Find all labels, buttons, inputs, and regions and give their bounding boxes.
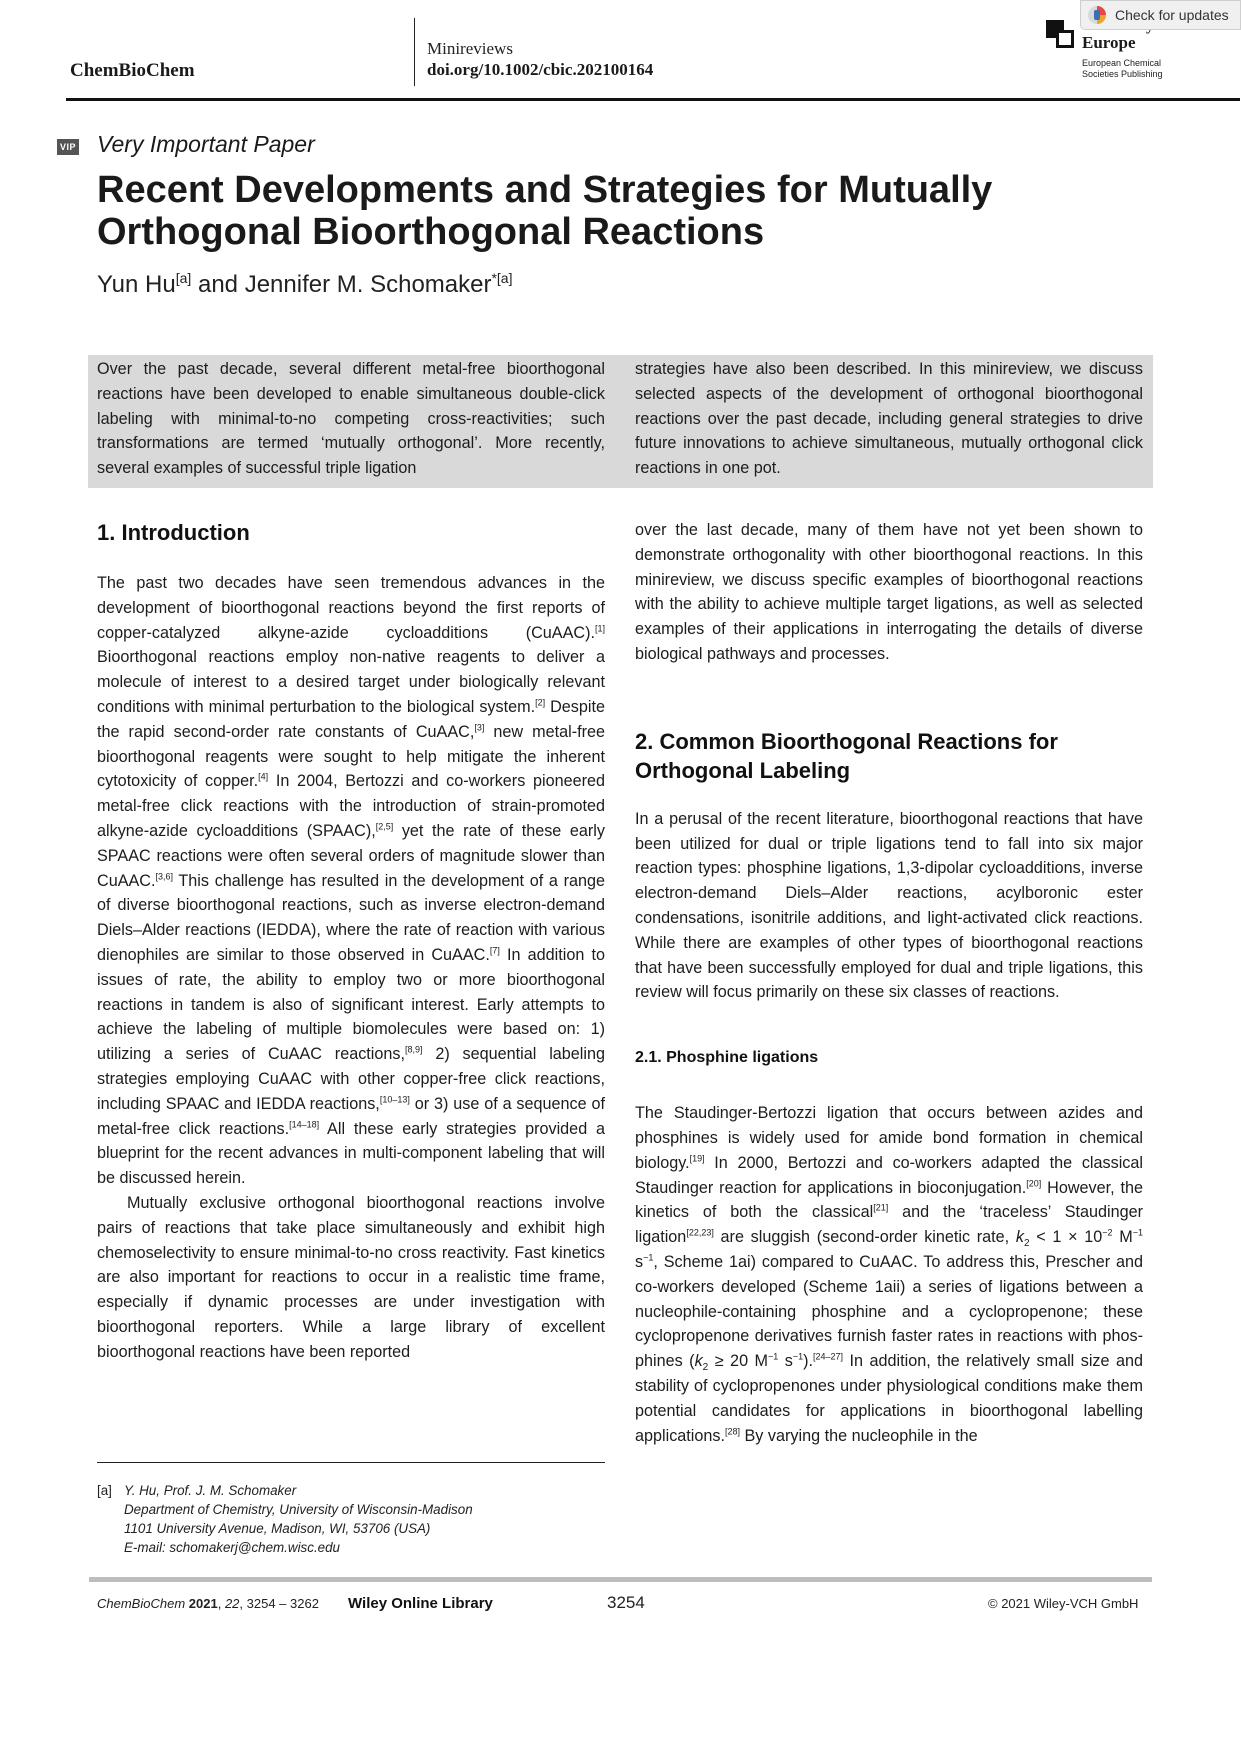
crossmark-icon	[1087, 5, 1107, 25]
abstract-left-column: Over the past decade, several different metal-free bioorthogonal reactions have been developed to enable simultaneous double-click labeling with minimal-to-no competing cross-reactivities; such transformations are termed ‘mutually orthogonal’. More recently, several examples of successful triple ligation	[97, 360, 605, 478]
paper-title: Recent Developments and Strategies for Mutually Orthogonal Bioorthogonal Reactions	[97, 169, 993, 253]
chemistry-europe-mark-icon	[1046, 20, 1076, 50]
wiley-online-library-link[interactable]: Wiley Online Library	[348, 1595, 493, 1612]
footnote-line: Y. Hu, Prof. J. M. Schomaker	[124, 1483, 297, 1498]
citation[interactable]: [22,23]	[686, 1227, 714, 1238]
logo-line-2: Europe	[1082, 33, 1136, 52]
author-list	[97, 270, 512, 299]
body-left-column	[97, 518, 605, 1365]
intro-paragraph-3: over the last decade, many of them have not yet been shown to demonstrate orthogonality with other bioorthogonal reactions. In this minireview, we discuss specific examples of bioorthogonal reactions with the ability to achieve multiple target ligations, as well as selected examples of their applications in interrogating the details of diverse biological pathways and processes.	[635, 521, 1143, 663]
citation[interactable]: [19]	[689, 1153, 705, 1164]
author-2[interactable]: Jennifer M. Schomaker	[244, 271, 492, 298]
section-2-paragraph-2: The Staudinger-Bertozzi ligation that occurs between azides and phosphines is widely used for amide bond formation in chemical biology.[19] In 2000, Bertozzi and co-workers adapted the classical Staudinger reaction for applications in bioconjugation.[20] However, the kinetics of both the classical[21] and the ‘traceless’ Staudinger ligation[22,23] are sluggish (second-order kinetic rate, $k_2 < 1 \times 10^{-2}$ $M^{-1}$ $s^{-1}$, Scheme 1ai) compared to CuAAC. To address this, Prescher and co-workers developed (Scheme 1aii) a series of ligations between a nucleophile-containing phosphine and a cyclopropenone; these cyclopropenone derivatives furnish faster rates in reactions with phosphines ($k_2 \ge 20$ $M^{-1}$ $s^{-1}).[24-27]$ In addition, the relatively small size and stability of cyclopropenones under physiological conditions make them potential candidates for applications in bioorthogonal labelling applications.[28] By varying the nucleophile in the	[635, 1104, 1144, 1445]
citation[interactable]: [28]	[725, 1426, 741, 1437]
author-1[interactable]: Yun Hu	[97, 271, 176, 298]
abstract-right-column: strategies have also been described. In this minireview, we discuss selected aspects of the development of orthogonal bioorthogonal reactions over the past decade, including general strategies to drive future innovations to achieve simultaneous, mutually orthogonal click reactions in one pot.	[635, 360, 1143, 478]
citation[interactable]: [3,6]	[155, 871, 173, 882]
section-2-heading: 2. Common Bioorthogonal Reactions for Orthogonal Labeling	[635, 728, 1058, 783]
footnote-line: Department of Chemistry, University of Wisconsin-Madison	[124, 1502, 473, 1517]
intro-paragraph-2: Mutually exclusive orthogonal bioorthogonal reactions involve pairs of reactions that take place simultaneously and exhibit high chemoselectivity to ensure minimal-to-no cross reactivity. Fast kinetics are also important for reactions to occur in a realistic time frame, especially if dynamic processes are under investigation with bioorthogonal reporters. While a large library of excellent bioorthogonal reactions have been reported	[97, 1193, 605, 1361]
intro-heading: 1. Introduction	[97, 520, 250, 545]
footnote-email[interactable]: E-mail: schomakerj@chem.wisc.edu	[124, 1540, 341, 1555]
header-divider	[414, 18, 415, 86]
body-right-column	[635, 521, 1144, 1448]
copyright-notice: © 2021 Wiley-VCH GmbH	[988, 1596, 1139, 1611]
journal-name: ChemBioChem	[70, 60, 195, 81]
author-2-affiliation: *[a]	[491, 270, 513, 286]
logo-sub-2: Societies Publishing	[1082, 69, 1163, 79]
citation[interactable]: [8,9]	[404, 1044, 423, 1055]
intro-paragraph-1: The past two decades have seen tremendous advances in the development of bioorthogonal reactions beyond the first reports of copper-catalyzed alkyne-azide cycloadditions (CuAAC).[1] Bioorthogonal reactions employ non-native reagents to deliver a molecule of interest to a desired target under biologically relevant conditions with minimal perturbation to the biological system.[2] Despite the rapid second-order rate constants of CuAAC,[3] new metal-free bioorthogonal reagents were sought to help mitigate the inherent cytotoxicity of copper.[4] In 2004, Bertozzi and co-workers pioneered metal-free click reactions with the introduction of strain-promoted alkyne-azide cycloadditions (SPAAC),[2,5] yet the rate of these early SPAAC reactions were often several orders of magnitude slower than CuAAC.[3,6] This challenge has resulted in the development of a range of diverse bioorthogonal reactions, such as inverse electron-demand Diels–Alder reactions (IEDDA), where the rate of reaction with various dienophiles are similar to those observed in CuAAC.[7] In addition to issues of rate, the ability to employ two or more bioorthogonal reactions in tandem is also of significant interest. Early attempts to achieve the labeling of multiple biomolecules were based on: 1) utilizing a series of CuAAC reactions,[8,9] 2) sequential labeling strategies employing CuAAC with other copper-free click reactions, including SPAAC and IEDDA reactions,[10–13] or 3) use of a sequence of metal-free click reactions.[14–18] All these early strategies provided a blueprint for the recent advances in multi-component labeling that will be discussed herein.	[97, 574, 606, 1188]
citation[interactable]: [14–18]	[289, 1119, 320, 1130]
footnote-mark: [a]	[97, 1483, 112, 1498]
author-joiner: and	[191, 271, 245, 298]
citation[interactable]: [2]	[535, 697, 546, 708]
vip-badge: VIP	[57, 139, 79, 155]
footnote-line: 1101 University Avenue, Madison, WI, 53706 (USA)	[124, 1521, 431, 1536]
check-for-updates-button[interactable]	[1080, 0, 1241, 30]
footer-bar	[89, 1577, 1152, 1582]
subsection-2-1-heading: 2.1. Phosphine ligations	[635, 1049, 819, 1067]
section-label: Minireviews	[427, 39, 513, 58]
citation[interactable]: [3]	[474, 722, 485, 733]
author-1-affiliation: [a]	[175, 270, 192, 286]
footnote-rule	[97, 1462, 605, 1463]
header-rule	[66, 98, 1240, 101]
citation[interactable]: [10–13]	[379, 1094, 410, 1105]
section-2-paragraph-1: In a perusal of the recent literature, bioorthogonal reactions that have been utilized for dual or triple ligations tend to fall into six major reaction types: phosphine ligations, 1,3-dipolar cycloadditions, inverse electron-demand Diels–Alder reactions, acylboronic ester condensations, isonitrile additions, and light-activated click reactions. While there are examples of other types of bioorthogonal reactions that have been successfully employed for dual and triple ligations, this review will focus primarily on these six classes of reactions.	[635, 809, 1143, 1002]
citation[interactable]: [7]	[489, 945, 500, 956]
citation[interactable]: [20]	[1026, 1178, 1042, 1189]
footer-citation: ChemBioChem 2021, 22, 3254 – 3262	[97, 1596, 319, 1611]
check-for-updates-label: Check for updates	[1115, 7, 1229, 23]
citation[interactable]: [1]	[594, 623, 605, 634]
citation[interactable]: [24–27]	[813, 1351, 844, 1362]
doi-link[interactable]: doi.org/10.1002/cbic.202100164	[427, 60, 654, 79]
vip-label: Very Important Paper	[97, 131, 315, 157]
citation[interactable]: [2,5]	[375, 821, 394, 832]
logo-sub-1: European Chemical	[1082, 58, 1162, 68]
citation[interactable]: [4]	[258, 771, 269, 782]
page-number: 3254	[607, 1593, 645, 1612]
citation[interactable]: [21]	[873, 1202, 889, 1213]
